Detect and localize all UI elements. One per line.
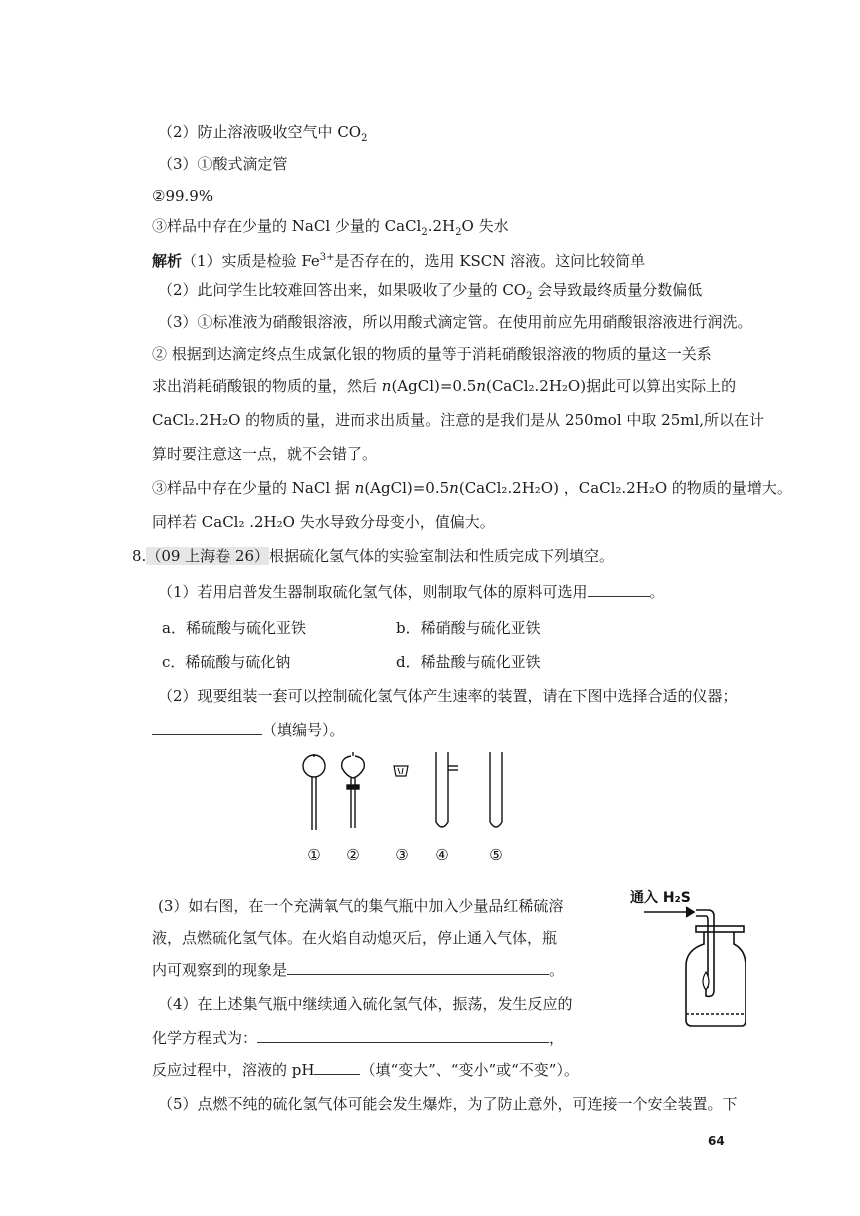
analysis-7: 算时要注意这一点，就不会错了。	[152, 445, 378, 463]
question-8-stem: 8.（09 上海卷 26）根据硫化氢气体的实验室制法和性质完成下列填空。	[132, 547, 615, 565]
apparatus-figure	[288, 748, 528, 866]
analysis-8: ③样品中存在少量的 NaCl 据 n(AgCl)=0.5n(CaCl₂.2H₂O) ，CaCl₂.2H₂O 的物质的量增大。	[152, 479, 792, 497]
answer-3b: ②99.9%	[152, 187, 214, 205]
question-8-part-2-blank: （填编号）。	[152, 720, 345, 740]
question-8-part-4c: 反应过程中，溶液的 pH （填“变大”、“变小”或“不变”）。	[152, 1061, 579, 1079]
analysis-4: ② 根据到达滴定终点生成氯化银的物质的量等于消耗硝酸银溶液的物质的量这一关系	[152, 345, 712, 363]
apparatus-label-1: ①	[307, 846, 321, 864]
option-a: a．稀硫酸与硫化亚铁	[162, 619, 306, 637]
question-8-part-4a: （4）在上述集气瓶中继续通入硫化氢气体，振荡，发生反应的	[158, 995, 573, 1013]
option-d: d．稀盐酸与硫化亚铁	[396, 653, 541, 671]
question-8-part-3b: 液，点燃硫化氢气体。在火焰自动熄灭后，停止通入气体，瓶	[152, 929, 558, 947]
option-c: c．稀硫酸与硫化钠	[162, 653, 291, 671]
answer-3: （3）①酸式滴定管	[158, 155, 288, 173]
answer-2: （2）防止溶液吸收空气中 $CO_2$	[158, 123, 368, 144]
page-number: 64	[708, 1134, 725, 1148]
analysis-2: （2）此问学生比较难回答出来，如果吸收了少量的 $CO_2$ 会导致最终质量分数偏低	[158, 281, 703, 302]
analysis-3: （3）①标准液为硝酸银溶液，所以用酸式滴定管。在使用前应先用硝酸银溶液进行润洗。	[158, 313, 753, 331]
apparatus-label-4: ④	[435, 846, 449, 864]
question-8-part-2: （2）现要组装一套可以控制硫化氢气体产生速率的装置，请在下图中选择合适的仪器；	[158, 687, 738, 705]
apparatus-label-3: ③	[395, 846, 409, 864]
analysis-9: 同样若 CaCl₂ .2H₂O 失水导致分母变小，值偏大。	[152, 513, 495, 531]
gas-jar-figure	[626, 880, 746, 1030]
question-8-part-4b: 化学方程式为： ，	[152, 1029, 565, 1047]
question-8-part-1: （1）若用启普发生器制取硫化氢气体，则制取气体的原料可选用 。	[158, 583, 665, 601]
question-8-part-5: （5）点燃不纯的硫化氢气体可能会发生爆炸，为了防止意外，可连接一个安全装置。下	[158, 1095, 738, 1113]
apparatus-label-2: ②	[346, 846, 360, 864]
option-b: b．稀硝酸与硫化亚铁	[396, 619, 541, 637]
answer-3c: ③样品中存在少量的 NaCl 少量的 $CaCl_2.2H_2O$ 失水	[152, 217, 509, 238]
analysis-6: CaCl₂.2H₂O 的物质的量，进而求出质量。注意的是我们是从 250mol 中取 25ml,所以在计	[152, 411, 765, 429]
question-8-part-3a: (3）如右图，在一个充满氧气的集气瓶中加入少量品红稀硫溶	[158, 897, 564, 915]
analysis-1: 解析（1）实质是检验 $Fe^{3+}$是否存在的，选用 KSCN 溶液。这问比较简单	[152, 252, 646, 270]
analysis-5: 求出消耗硝酸银的物质的量，然后 n(AgCl)=0.5n(CaCl₂.2H₂O)据此可以算出实际上的	[152, 377, 737, 395]
h2s-inlet-label: 通入 H₂S	[630, 890, 691, 906]
question-8-part-3c: 内可观察到的现象是 。	[152, 961, 565, 979]
source-tag: （09 上海卷 26）	[146, 547, 270, 565]
apparatus-label-5: ⑤	[489, 846, 503, 864]
